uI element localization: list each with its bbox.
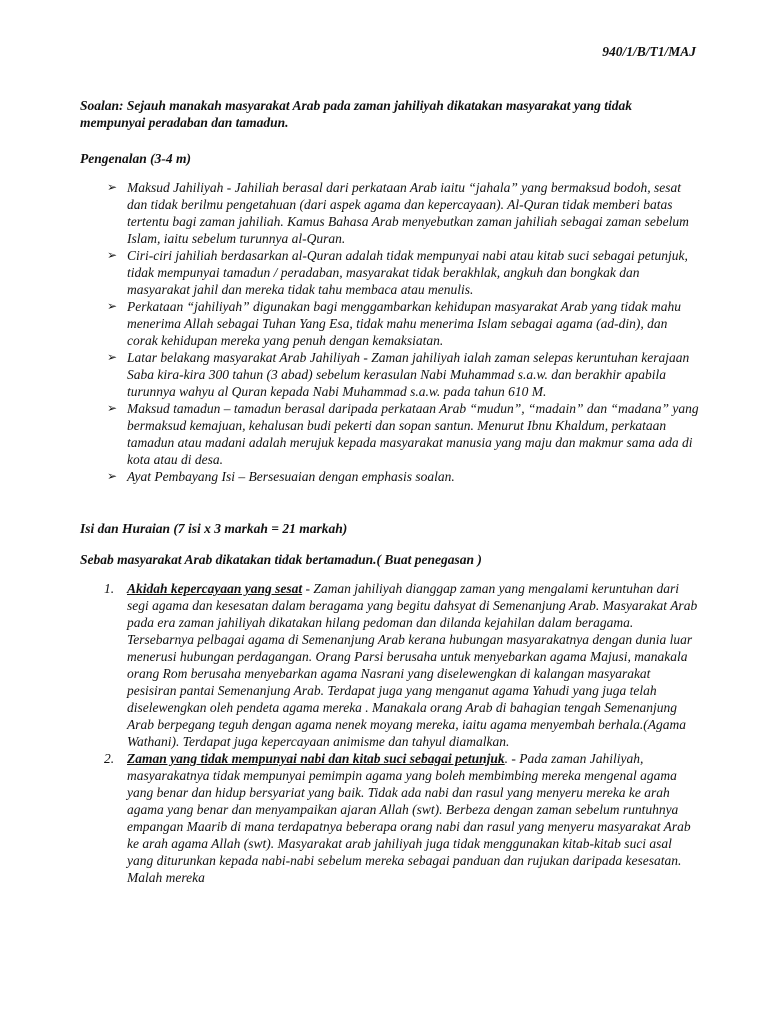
intro-list	[80, 179, 700, 485]
list-item	[80, 750, 700, 886]
list-item: ➢ Maksud Jahiliyah - Jahiliah berasal dari perkataan Arab iaitu “jahala” yang bermaksud bodoh, sesat dan tidak berilmu pengetahuan (dari aspek agama dan kepercayaan). Al-Quran tidak memberi batas tertentu bagi zaman jahiliah. Kamus Bahasa Arab menyebutkan zaman jahiliah sebagai zaman sebelum Islam, iaitu sebelum turunnya al-Quran.	[107, 180, 689, 246]
list-item: ➢ Latar belakang masyarakat Arab Jahiliyah - Zaman jahiliyah ialah zaman selepas keruntuhan kerajaan Saba kira-kira 300 tahun (3 abad) sebelum kerasulan Nabi Muhammad s.a.w. dan berakhir apabila turunnya wahyu al Quran kepada Nabi Muhammad s.a.w. pada tahun 610 M.	[107, 350, 690, 399]
arrow-bullet-icon: ➢	[107, 469, 118, 483]
point-body: . - Pada zaman Jahiliyah, masyarakatnya tidak mempunyai pemimpin agama yang boleh membimbing mereka mengenal agama yang benar dan hidup bersyariat yang baik. Tidak ada nabi dan rasul yang menyeru mereka ke arah agama yang benar dan menyampaikan ajaran Allah (swt). Berbeza dengan zaman sebelum runtuhnya empangan Maarib di mana terdapatnya beberapa orang nabi dan rasul yang menyeru masyarakat Arab ke arah agama Allah (swt). Masyarakat arab jahiliyah juga tidak menggunakan kitab-kitab suci asal yang diturunkan kepada nabi-nabi sebelum mereka sebagai panduan dan rujukan daripada kesesatan. Malah mereka	[127, 751, 691, 885]
arrow-bullet-icon: ➢	[107, 401, 118, 415]
point-title: Zaman yang tidak mempunyai nabi dan kitab suci sebagai petunjuk	[127, 751, 505, 766]
point-body: - Zaman jahiliyah dianggap zaman yang mengalami keruntuhan dari segi agama dan kesesatan dalam beragama yang begitu dahsyat di Semenanjung Arab. Masyarakat Arab pada era zaman jahiliyah dikatakan hilang pedoman dan dilanda kejahilan dalam beragama. Tersebarnya pelbagai agama di Semenanjung Arab kerana hubungan masyarakatnya dengan dunia luar menerusi hubungan perdagangan. Orang Parsi berusaha untuk menyebarkan agama Majusi, manakala orang Rom berusaha menyebarkan agama Nasrani yang diselewengkan di kalangan masyarakat pesisiran pantai Semenanjung Arab. Terdapat juga yang menganut agama Yahudi yang juga telah diselewengkan oleh pendeta agama mereka . Manakala orang Arab di bahagian tengah Semenanjung Arab berpegang teguh dengan agama nenek moyang mereka, iaitu agama menyembah berhala.(Agama Wathani). Terdapat juga kepercayaan animisme dan tahyul diamalkan.	[127, 581, 698, 749]
list-item: ➢ Ayat Pembayang Isi – Bersesuaian dengan emphasis soalan.	[107, 469, 455, 484]
list-item: ➢ Ciri-ciri jahiliah berdasarkan al-Quran adalah tidak mempunyai nabi atau kitab suci sebagai petunjuk, tidak mempunyai tamadun / peradaban, masyarakat tidak berakhlak, angkuh dan bongkak dan masyarakat jahil dan mereka tidak tahu membaca atau menulis.	[107, 248, 688, 297]
list-item	[80, 580, 700, 750]
arrow-bullet-icon: ➢	[107, 350, 118, 364]
list-item: ➢ Perkataan “jahiliyah” digunakan bagi menggambarkan kehidupan masyarakat Arab yang tidak mahu menerima Allah sebagai Tuhan Yang Esa, tidak mahu menerima Islam sebagai agama (ad-din), dan corak kehidupan mereka yang penuh dengan kemaksiatan.	[107, 299, 681, 348]
points-list	[80, 580, 700, 886]
point-number: 1.	[104, 581, 115, 596]
question-text: Soalan: Sejauh manakah masyarakat Arab pada zaman jahiliyah dikatakan masyarakat yang tidak mempunyai peradaban dan tamadun.	[80, 98, 632, 130]
sebab-heading: Sebab masyarakat Arab dikatakan tidak bertamadun.( Buat penegasan )	[80, 552, 482, 567]
isi-heading: Isi dan Huraian (7 isi x 3 markah = 21 markah)	[80, 521, 348, 536]
arrow-bullet-icon: ➢	[107, 180, 118, 194]
document-code: 940/1/B/T1/MAJ	[602, 44, 696, 59]
point-title: Akidah kepercayaan yang sesat	[127, 581, 303, 596]
arrow-bullet-icon: ➢	[107, 248, 118, 262]
point-number: 2.	[104, 751, 115, 766]
intro-heading: Pengenalan (3-4 m)	[80, 151, 191, 166]
list-item: ➢ Maksud tamadun – tamadun berasal daripada perkataan Arab “mudun”, “madain” dan “madana” yang bermaksud kemajuan, kehalusan budi pekerti dan sopan santun. Menurut Ibnu Khaldum, perkataan tamadun atau madani adalah merujuk kepada masyarakat manusia yang maju dan makmur sama ada di kota atau di desa.	[107, 401, 699, 467]
arrow-bullet-icon: ➢	[107, 299, 118, 313]
